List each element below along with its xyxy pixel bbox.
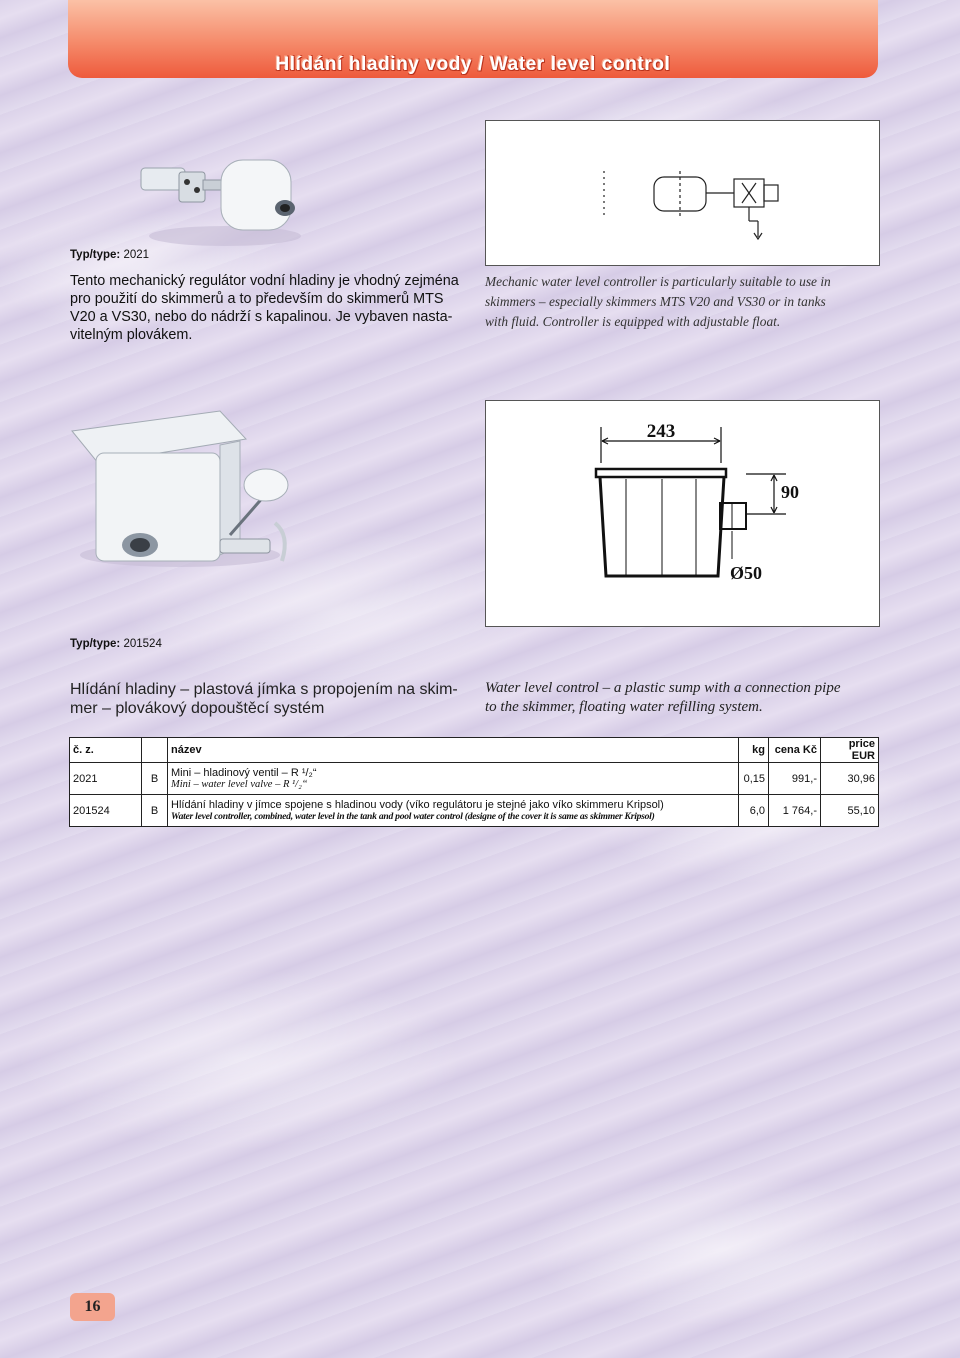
table-row [70, 795, 879, 827]
header-code: č. z. [70, 738, 142, 763]
name-cz: Mini – hladinový ventil – R ¹/₂“ [171, 767, 317, 779]
desc-line: to the skimmer, floating water refilling system. [485, 699, 763, 715]
desc-line: Mechanic water level controller is particularly suitable to use in [485, 274, 831, 289]
description-cz-2021 [70, 272, 465, 344]
valve-drawing [486, 121, 879, 265]
desc-line: Hlídání hladiny – plastová jímka s propojením na skim- [70, 681, 458, 698]
desc-line: mer – plovákový dopouštěcí systém [70, 700, 325, 717]
cell-code: 2021 [70, 763, 142, 795]
cell-price-czk: 1 764,- [769, 795, 821, 827]
desc-line: Water level control – a plastic sump with a connection pipe [485, 680, 841, 696]
description-en-2021 [485, 272, 878, 332]
desc-line: with fluid. Controller is equipped with adjustable float. [485, 314, 781, 329]
cell-name [168, 795, 739, 827]
type-line-2021 [70, 249, 149, 261]
sump-photo [70, 405, 310, 575]
header-kg: kg [739, 738, 769, 763]
desc-line: skimmers – especially skimmers MTS V20 and VS30 or in tanks [485, 294, 826, 309]
price-table [69, 737, 879, 827]
desc-line: Tento mechanický regulátor vodní hladiny je vhodný zejména [70, 273, 459, 289]
name-en: Mini – water level valve – R ¹/₂“ [171, 779, 308, 790]
type-value: 2021 [123, 249, 150, 261]
sump-dimension-drawing [485, 400, 880, 627]
cell-category: B [142, 763, 168, 795]
desc-line: V20 a VS30, nebo do nádrží s kapalinou. Je vybaven nasta- [70, 309, 453, 325]
sump-drawing [486, 401, 879, 626]
cell-price-eur: 30,96 [821, 763, 879, 795]
header-banner [68, 0, 878, 78]
name-en: Water level controller, combined, water level in the tank and pool water control (designe of the cover it is same as skimmer Kripsol) [171, 811, 655, 822]
width-dimension-label: 243 [646, 421, 676, 442]
header-name: název [168, 738, 739, 763]
table-header-row [70, 738, 879, 763]
table-row [70, 763, 879, 795]
header-price-czk: cena Kč [769, 738, 821, 763]
cell-kg: 6,0 [739, 795, 769, 827]
cell-price-eur: 55,10 [821, 795, 879, 827]
desc-line: vitelným plovákem. [70, 327, 193, 343]
height-dimension-label: 90 [781, 482, 799, 502]
desc-line: pro použití do skimmerů a to především do skimmerů MTS [70, 291, 444, 307]
page-title: Hlídání hladiny vody / Water level control [275, 54, 671, 75]
type-label: Typ/type: [70, 638, 121, 650]
header-price-eur: price EUR [821, 738, 879, 763]
valve-photo [135, 150, 305, 250]
type-label: Typ/type: [70, 249, 121, 261]
cell-price-czk: 991,- [769, 763, 821, 795]
cell-code: 201524 [70, 795, 142, 827]
cell-name [168, 763, 739, 795]
valve-diagram [485, 120, 880, 266]
name-cz: Hlídání hladiny v jímce spojene s hladinou vody (víko regulátoru je stejné jako víko skimmeru Kripsol) [171, 799, 664, 811]
cell-category: B [142, 795, 168, 827]
cell-kg: 0,15 [739, 763, 769, 795]
description-en-201524 [485, 679, 878, 717]
pipe-diameter-label: Ø50 [730, 563, 763, 583]
description-cz-201524 [70, 680, 470, 718]
type-value: 201524 [123, 638, 162, 650]
type-line-201524 [70, 638, 162, 650]
page-number: 16 [70, 1293, 115, 1321]
header-category [142, 738, 168, 763]
